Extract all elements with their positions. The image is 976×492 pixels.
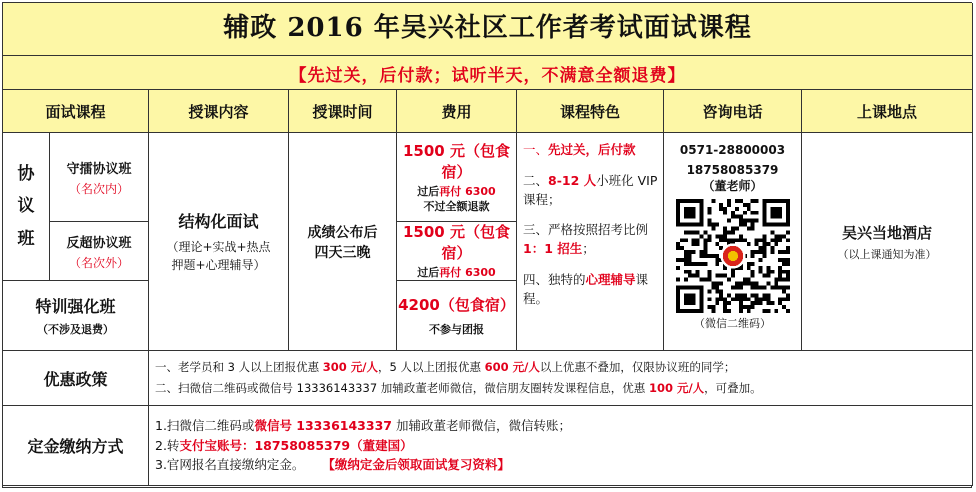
- agreement-group-label: [3, 133, 50, 281]
- feature-3-highlight: 1：1 招生: [523, 241, 583, 256]
- header-course: 面试课程: [3, 90, 149, 133]
- policy-text: ，5 人以上团报优惠: [378, 360, 485, 375]
- fee-note-prefix: 过后: [417, 266, 440, 280]
- feature-2-prefix: 二、: [523, 172, 549, 188]
- content-detail-line1: （理论+实战+热点: [166, 240, 271, 254]
- content-main: 结构化面试: [178, 212, 259, 231]
- policy-text: 二、扫微信二维码或微信号 13336143337 加辅政董老师微信，微信朋友圈转发课程信息，优惠: [155, 381, 649, 395]
- course-content: [149, 133, 289, 351]
- fee-note: [417, 266, 495, 281]
- deposit-label-cell: [3, 406, 149, 486]
- fee-intensive: [397, 281, 517, 351]
- slogan: 【先过关，后付款；试听半天，不满意全额退费】: [289, 66, 686, 86]
- content-detail-line2: 押题+心理辅导）: [171, 258, 266, 272]
- qr-caption: （微信二维码）: [694, 317, 771, 330]
- fee-note-amount: 再付 6300: [439, 266, 496, 280]
- fee-defend: [397, 133, 517, 222]
- fee-price: 4200（包食宿）: [398, 295, 515, 314]
- policy-content: [149, 351, 973, 406]
- policy-text: 以上优惠不叠加，仅限协议班的同学；: [539, 360, 736, 375]
- group-char-1: 协: [17, 164, 35, 185]
- policy-discount-300: 300 元/人: [322, 360, 379, 375]
- fee-overtake: [397, 222, 517, 281]
- location-name: 吴兴当地酒店: [841, 223, 932, 242]
- title-cell: [3, 3, 973, 56]
- course-features: [517, 133, 664, 351]
- feature-1: [523, 141, 636, 160]
- feature-4-prefix: 四、独特的: [523, 271, 586, 287]
- deposit-line-3: [155, 455, 510, 474]
- slogan-cell: [3, 56, 973, 90]
- policy-text: 一、老学员和 3 人以上团报优惠: [155, 360, 323, 375]
- header-time: 授课时间: [289, 90, 397, 133]
- fee-note: 不参与团报: [429, 322, 484, 336]
- time-line1: 成绩公布后: [307, 224, 378, 241]
- feature-2-rest: 小班化 VIP 课程；: [523, 172, 658, 207]
- fee-note: [417, 185, 495, 200]
- group-char-3: 班: [17, 228, 35, 249]
- contact-cell: [664, 133, 802, 351]
- feature-3: [523, 221, 658, 259]
- program-name: 特训强化班: [35, 297, 116, 316]
- deposit-text: 1.扫微信二维码或: [155, 418, 255, 434]
- header-location: 上课地点: [802, 90, 973, 133]
- feature-4: [523, 271, 658, 309]
- deposit-bonus: 【缴纳定金后领取面试复习资料】: [322, 457, 510, 473]
- feature-3-text: 三、严格按照招考比例: [523, 222, 649, 238]
- location-cell: [802, 133, 973, 351]
- time-line2: 四天三晚: [314, 244, 371, 261]
- program-defend: [50, 133, 149, 222]
- policy-label: 优惠政策: [43, 369, 108, 389]
- program-overtake: [50, 222, 149, 281]
- policy-discount-100: 100 元/人: [648, 381, 705, 395]
- deposit-text: 加辅政董老师微信，微信转账；: [391, 418, 571, 434]
- program-name: 守擂协议班: [66, 161, 132, 177]
- contact-phone-2: 18758085379: [686, 163, 779, 177]
- feature-4-rest: 课程。: [523, 271, 649, 306]
- program-note: （名次外）: [68, 255, 129, 270]
- content-detail: [166, 238, 270, 274]
- deposit-line-1: [155, 416, 571, 435]
- deposit-text: 3.官网报名直接缴纳定金。: [155, 457, 305, 473]
- deposit-line-2: [155, 436, 413, 455]
- feature-1-highlight: 先过关，后付款: [548, 142, 636, 157]
- contact-phone-1: 0571-28800003: [679, 143, 786, 157]
- feature-2: [523, 172, 658, 210]
- deposit-label: 定金缴纳方式: [27, 437, 124, 456]
- policy-line-2: [155, 378, 762, 399]
- header-contact: 咨询电话: [664, 90, 802, 133]
- header-content: 授课内容: [149, 90, 289, 133]
- feature-3-end: ；: [582, 241, 595, 256]
- qr-code-icon: [676, 199, 790, 313]
- deposit-text: 2.转: [155, 437, 180, 453]
- policy-text: ，可叠加。: [704, 381, 762, 395]
- fee-refund-note: 不过全额退款: [423, 199, 490, 213]
- page-title: 辅政 2016 年吴兴社区工作者考试面试课程: [223, 13, 752, 44]
- policy-discount-600: 600 元/人: [484, 360, 540, 375]
- program-name: 反超协议班: [66, 235, 132, 251]
- policy-line-1: [155, 357, 735, 378]
- fee-price: 1500 元（包食宿）: [403, 223, 510, 263]
- deposit-wechat-id: 微信号 13336143337: [254, 418, 392, 434]
- deposit-content: [149, 406, 973, 486]
- contact-name: （董老师）: [702, 179, 763, 193]
- course-time: [289, 133, 397, 351]
- feature-2-highlight: 8-12 人: [548, 172, 597, 188]
- feature-1-prefix: 一、: [523, 142, 549, 157]
- header-features: 课程特色: [517, 90, 664, 133]
- group-char-2: 议: [17, 196, 35, 217]
- fee-note-amount: 再付 6300: [439, 184, 496, 198]
- program-intensive: [3, 281, 149, 351]
- deposit-alipay: 支付宝账号：18758085379（董建国）: [179, 437, 413, 453]
- course-table: [2, 2, 972, 488]
- header-fee: 费用: [397, 90, 517, 133]
- policy-label-cell: [3, 351, 149, 406]
- program-note: （不涉及退费）: [37, 323, 114, 336]
- program-note: （名次内）: [68, 181, 129, 196]
- fee-price: 1500 元（包食宿）: [403, 141, 510, 181]
- location-note: （以上课通知为准）: [837, 247, 937, 261]
- feature-4-highlight: 心理辅导: [585, 271, 636, 287]
- fee-note-prefix: 过后: [417, 184, 440, 198]
